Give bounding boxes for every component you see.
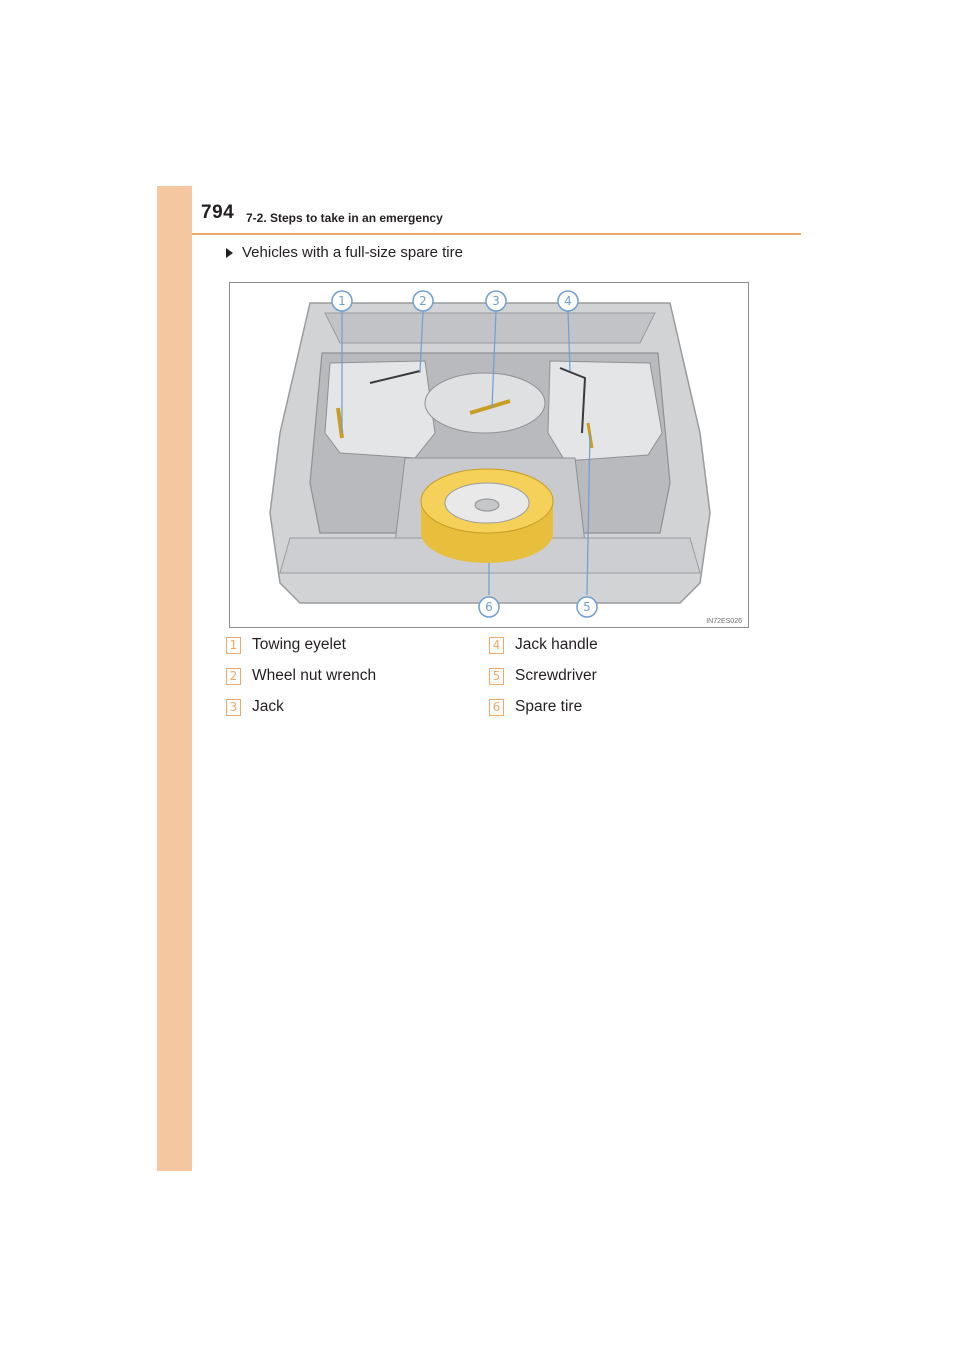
- callout-label-3: 3: [492, 294, 500, 308]
- callout-label-4: 4: [564, 294, 572, 308]
- legend-label: Jack handle: [515, 636, 598, 653]
- callout-label-6: 6: [485, 600, 493, 614]
- legend-item-jack-handle: [489, 636, 598, 654]
- side-color-band: [157, 186, 192, 1171]
- center-jack-tray: [425, 373, 545, 433]
- callout-label-5: 5: [583, 600, 591, 614]
- page-number: 794: [201, 202, 235, 223]
- legend-number-badge: 1: [226, 637, 241, 654]
- trunk-illustration: [229, 282, 749, 628]
- legend-label: Wheel nut wrench: [252, 667, 377, 684]
- legend-item-screwdriver: [489, 667, 597, 685]
- legend-item-wheel-nut-wrench: [226, 667, 376, 685]
- legend-number-badge: 4: [489, 637, 504, 654]
- legend-label: Jack: [252, 698, 284, 715]
- legend-number-badge: 3: [226, 699, 241, 716]
- legend-label: Spare tire: [515, 698, 583, 715]
- callout-label-2: 2: [419, 294, 427, 308]
- figure-code: IN72ES026: [706, 618, 742, 625]
- variant-label-text: Vehicles with a full-size spare tire: [242, 244, 463, 261]
- section-title: 7-2. Steps to take in an emergency: [246, 211, 443, 225]
- trunk-illustration-svg: [230, 283, 748, 627]
- right-tool-tray: [548, 361, 662, 461]
- trunk-lid: [325, 313, 655, 343]
- legend-number-badge: 5: [489, 668, 504, 685]
- wheel-hub: [475, 499, 499, 511]
- legend-item-spare-tire: [489, 698, 582, 716]
- legend-number-badge: 6: [489, 699, 504, 716]
- variant-label: [226, 244, 463, 261]
- header-rule: [192, 233, 801, 235]
- legend-label: Towing eyelet: [252, 636, 346, 653]
- legend-item-towing-eyelet: [226, 636, 346, 654]
- legend-label: Screwdriver: [515, 667, 597, 684]
- callout-label-1: 1: [338, 294, 346, 308]
- legend-number-badge: 2: [226, 668, 241, 685]
- triangle-bullet-icon: [226, 248, 233, 258]
- legend-item-jack: [226, 698, 284, 716]
